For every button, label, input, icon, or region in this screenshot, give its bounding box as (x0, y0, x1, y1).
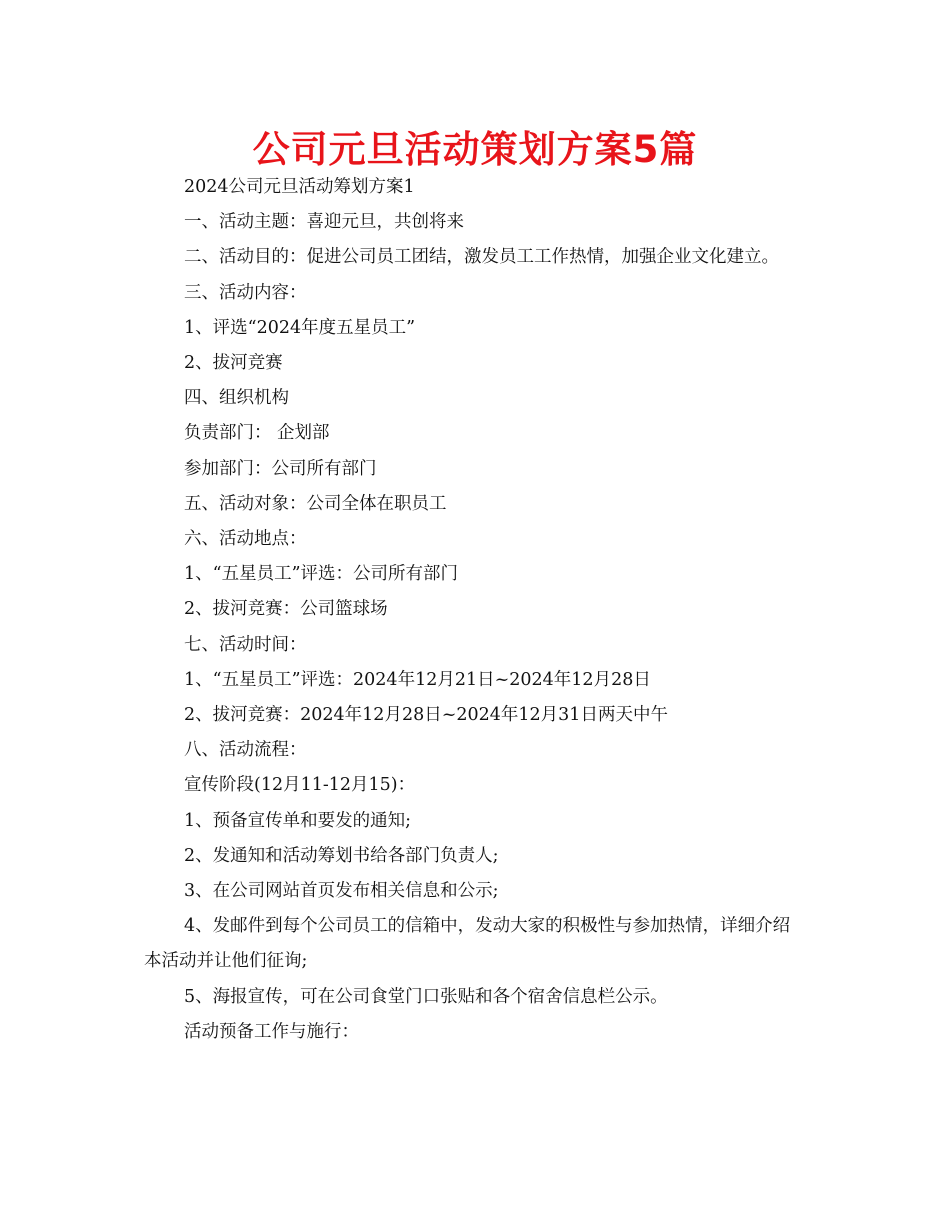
paragraph: 2、拔河竞赛：公司篮球场 (184, 599, 388, 620)
paragraph: 1、“五星员工”评选：2024年12月21日~2024年12月28日 (184, 669, 651, 690)
paragraph: 二、活动目的：促进公司员工团结，激发员工工作热情，加强企业文化建立。 (184, 247, 779, 268)
paragraph: 五、活动对象：公司全体在职员工 (184, 493, 447, 514)
paragraph: 七、活动时间： (184, 634, 307, 655)
paragraph: 3、在公司网站首页发布相关信息和公示; (184, 881, 499, 902)
paragraph: 1、预备宣传单和要发的通知; (184, 810, 412, 831)
paragraph: 三、活动内容： (184, 282, 307, 303)
paragraph: 宣传阶段(12月11-12月15)： (184, 775, 416, 796)
document-body (144, 170, 794, 1050)
paragraph: 六、活动地点： (184, 529, 307, 550)
paragraph: 一、活动主题：喜迎元旦，共创将来 (184, 212, 464, 233)
paragraph: 5、海报宣传，可在公司食堂门口张贴和各个宿舍信息栏公示。 (184, 986, 668, 1007)
document-title: 公司元旦活动策划方案5篇 (252, 128, 698, 171)
paragraph: 负责部门： 企划部 (184, 423, 330, 444)
paragraph: 1、评选“2024年度五星员工” (184, 317, 416, 338)
paragraph: 八、活动流程： (184, 740, 307, 761)
paragraph: 参加部门：公司所有部门 (184, 458, 377, 479)
paragraph: 活动预备工作与施行： (184, 1021, 359, 1042)
paragraph: 2、拔河竞赛：2024年12月28日~2024年12月31日两天中午 (184, 705, 668, 726)
paragraph: 2024公司元旦活动筹划方案1 (184, 177, 415, 197)
paragraph: 1、“五星员工”评选：公司所有部门 (184, 564, 459, 585)
paragraph: 4、发邮件到每个公司员工的信箱中，发动大家的积极性与参加热情，详细介绍本活动并让他们征询; (144, 916, 791, 972)
paragraph: 2、拔河竞赛 (184, 353, 283, 374)
paragraph: 四、组织机构 (184, 388, 289, 409)
paragraph: 2、发通知和活动筹划书给各部门负责人; (184, 845, 499, 866)
